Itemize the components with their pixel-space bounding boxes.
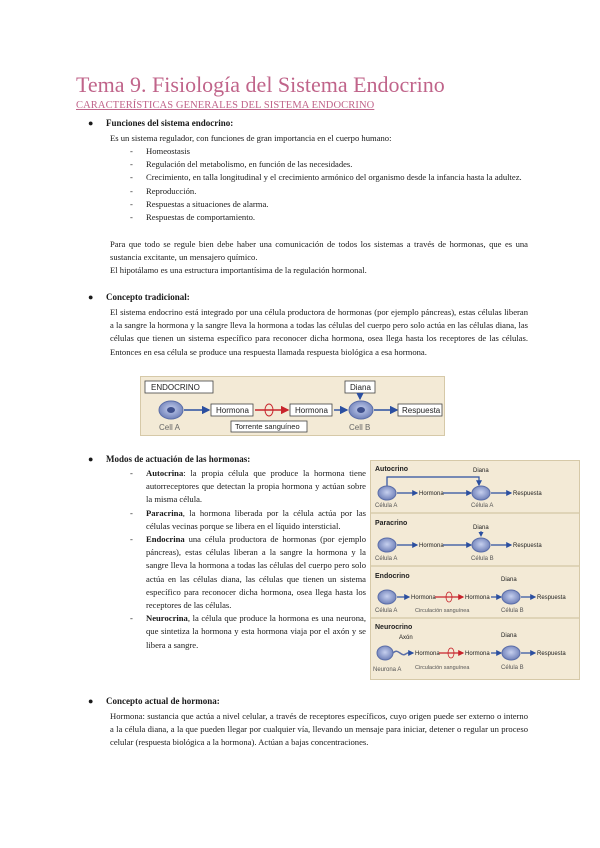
cell-b-label: Célula B xyxy=(471,556,494,562)
page-title: Tema 9. Fisiología del Sistema Endocrino xyxy=(76,72,445,97)
nucleus-icon xyxy=(357,407,365,413)
hormona-label-1: Hormona xyxy=(415,651,440,657)
respuesta-label: Respuesta xyxy=(537,595,566,601)
funciones-list xyxy=(130,145,528,224)
cell-a-label: Célula A xyxy=(375,503,398,509)
list-item: - Paracrina, la hormona liberada por la célula actúa por las células vecinas porque se libera en el líquido intersticial. xyxy=(130,507,366,531)
hipotalamo-paragraph: El hipotálamo es una estructura importantísima de la regulación hormonal. xyxy=(110,265,367,275)
section-heading-concepto-tradicional: ● Concepto tradicional: xyxy=(88,292,190,302)
autocrino-panel xyxy=(375,466,542,509)
section-heading-concepto-actual: ● Concepto actual de hormona: xyxy=(88,696,220,706)
endocrino-panel xyxy=(375,573,566,614)
endocrine-diagram xyxy=(140,376,445,436)
bullet-icon: ● xyxy=(88,454,94,464)
cell-a-icon xyxy=(378,538,396,552)
cell-a-icon xyxy=(378,486,396,500)
list-item: - Respuestas de comportamiento. xyxy=(130,212,256,223)
list-item: - Respuestas a situaciones de alarma. xyxy=(130,198,269,209)
cell-b-label: Célula B xyxy=(501,665,524,671)
diana-label: Diana xyxy=(473,525,489,531)
diana-label: Diana xyxy=(501,577,517,583)
cell-b-icon xyxy=(502,646,520,660)
paracrino-label: Paracrino xyxy=(375,520,408,527)
respuesta-label: Respuesta xyxy=(513,543,542,549)
endocrino-label: Endocrino xyxy=(375,573,410,580)
cell-a-label: Célula A xyxy=(375,556,398,562)
cell-a-icon xyxy=(378,590,396,604)
funciones-intro: Es un sistema regulador, con funciones de gran importancia en el cuerpo humano: xyxy=(110,133,392,143)
hormona-label-2: Hormona xyxy=(295,406,328,415)
hormona-label: Hormona xyxy=(419,543,444,549)
modos-list xyxy=(130,467,366,652)
hormone-modes-diagram xyxy=(370,460,580,680)
list-item: - Crecimiento, en talla longitudinal y el crecimiento armónico del organismo desde la infancia hasta la adultez. xyxy=(130,172,522,183)
list-item: - Regulación del metabolismo, en función de las necesidades. xyxy=(130,159,353,170)
paracrino-panel xyxy=(375,520,542,562)
concepto-tradicional-paragraph: El sistema endocrino está integrado por una célula productora de hormonas (por ejemplo páncreas), estas células liberan a la sangre la hormona y la sangre lleva la hormona a todas las células del cuerpo pero solo actúa en las células diana, las células que tienen un sistema específico para reconocer dicha hormona, osea llega hasta los receptores de las células. Entonces en esa célula se produce una respuesta llamada respuesta biológica a esa hormona. xyxy=(110,307,528,357)
autocrino-label: Autocrino xyxy=(375,466,409,473)
concepto-actual-paragraph: Hormona: sustancia que actúa a nivel celular, a través de receptores específicos, cuyo origen puede ser externo o interno a la célula diana, a la que pueden llegar por cualquier vía, llevando un mensaje para iniciar, detener o regular un proceso celular (respuesta biológica a la hormona). Actúan a bajas concentraciones. xyxy=(110,711,528,748)
circulacion-label: Circulación sanguínea xyxy=(415,665,470,671)
neuron-icon xyxy=(377,646,393,660)
section-heading-funciones: ● Funciones del sistema endocrino: xyxy=(88,118,234,128)
axon-icon xyxy=(393,651,407,654)
diana-label: Diana xyxy=(350,383,371,392)
cell-b-icon xyxy=(472,538,490,552)
respuesta-label: Respuesta xyxy=(402,406,441,415)
hormona-label-2: Hormona xyxy=(465,595,490,601)
list-item: - Reproducción. xyxy=(130,185,197,196)
diana-label: Diana xyxy=(473,468,489,474)
neurocrino-label: Neurocrino xyxy=(375,624,413,631)
respuesta-label: Respuesta xyxy=(537,651,566,657)
section-heading-modos: ● Modos de actuación de las hormonas: xyxy=(88,454,251,464)
cell-b-label: Cell B xyxy=(349,423,371,432)
list-item: - Endocrina una célula productora de hormonas (por ejemplo páncreas), estas células liberan a la sangre la hormona y la sangre lleva la hormona a todas las células del cuerpo pero solo actúa en las células diana, las células que tienen un sistema específico para reconocer dicha hormona, osea llega hasta los receptores de las células. xyxy=(130,534,366,611)
hormona-label-1: Hormona xyxy=(216,406,249,415)
arrow-icon xyxy=(387,477,479,489)
neurocrino-panel xyxy=(373,624,566,673)
cell-b-icon xyxy=(502,590,520,604)
cell-b-label: Célula A xyxy=(471,503,494,509)
bullet-icon: ● xyxy=(88,292,94,302)
hormona-label-2: Hormona xyxy=(465,651,490,657)
cell-a-label: Célula A xyxy=(375,608,398,614)
neuron-label: Neurona A xyxy=(373,667,402,673)
nucleus-icon xyxy=(167,407,175,413)
cell-b-label: Célula B xyxy=(501,608,524,614)
cell-a-label: Cell A xyxy=(159,423,180,432)
diana-label: Diana xyxy=(501,633,517,639)
list-item: - Homeostasis xyxy=(130,146,190,156)
list-item: - Autocrina: la propia célula que produce la hormona tiene autorreceptores que detectan la propia hormona y actúan sobre la misma célula. xyxy=(130,468,366,505)
axon-label: Axón xyxy=(399,635,413,641)
hormona-label-1: Hormona xyxy=(411,595,436,601)
circulacion-label: Circulación sanguínea xyxy=(415,608,470,614)
endocrino-label: ENDOCRINO xyxy=(151,383,200,392)
funciones-paragraph: Para que todo se regule bien debe haber una comunicación de todos los sistemas a través de hormonas, que es una sustancia excitante, un mensajero químico. xyxy=(110,239,528,263)
section-subtitle: CARACTERÍSTICAS GENERALES DEL SISTEMA ENDOCRINO xyxy=(76,100,375,111)
list-item: - Neurocrina, la célula que produce la hormona es una neurona, que sintetiza la hormona y esta hormona viaja por el axón y se libera a sangre. xyxy=(130,613,366,650)
cell-b-icon xyxy=(472,486,490,500)
torrente-label: Torrente sanguíneo xyxy=(235,422,300,431)
hormona-label: Hormona xyxy=(419,491,444,497)
respuesta-label: Respuesta xyxy=(513,491,542,497)
bullet-icon: ● xyxy=(88,118,94,128)
bullet-icon: ● xyxy=(88,696,94,706)
